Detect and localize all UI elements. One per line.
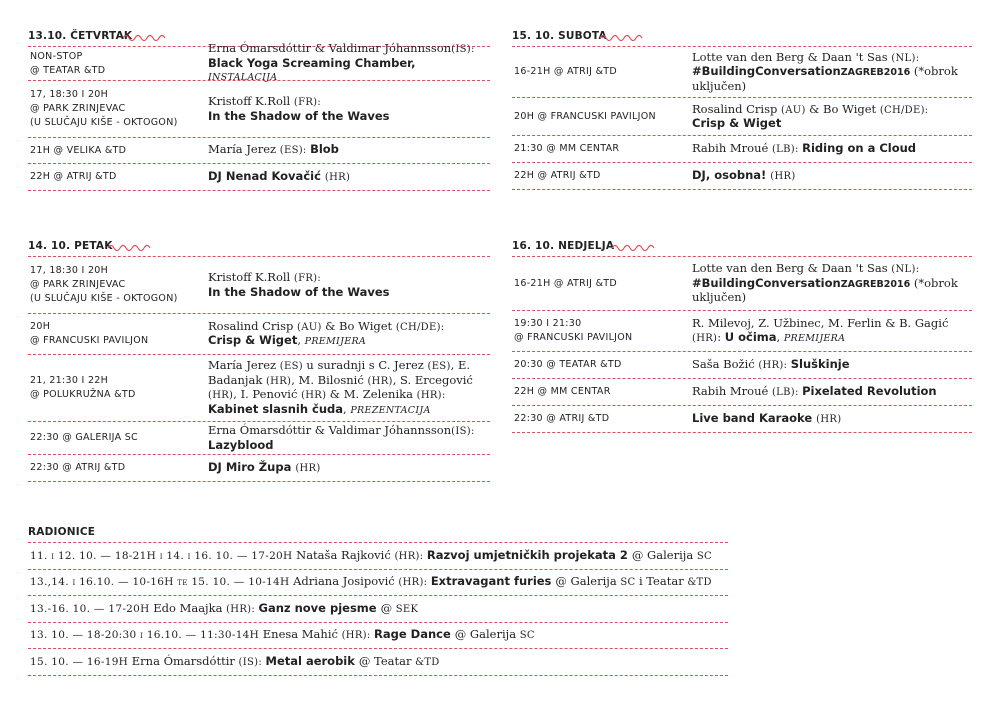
schedule-row <box>512 47 972 98</box>
artist-text: Rabih Mroué <box>692 140 772 155</box>
country-code: &TD <box>415 656 440 668</box>
time-venue-line: @ FRANCUSKI PAVILJON <box>514 332 633 343</box>
artist-text: , E. <box>450 358 471 372</box>
artist-text: María Jerez <box>208 142 280 157</box>
time-venue-line: 17, 18:30 I 20H <box>30 265 109 276</box>
schedule-row <box>512 352 972 379</box>
event-time-venue <box>512 110 692 124</box>
section-friday <box>28 240 490 482</box>
artist-text: Rosalind Crisp <box>692 101 782 116</box>
schedule-table <box>512 256 972 433</box>
artist-text: Nataša Rajković <box>296 547 395 562</box>
time-venue-line: (U SLUČAJU KIŠE - OKTOGON) <box>30 117 178 128</box>
event-time-venue <box>512 358 692 372</box>
country-code: (FR): <box>293 273 322 284</box>
country-code: (HR): <box>394 550 427 562</box>
event-time-venue <box>512 385 692 399</box>
workshops-table <box>28 542 728 676</box>
country-code: (HR): <box>416 390 446 401</box>
schedule-table <box>28 256 490 482</box>
country-code: (HR) <box>301 390 330 401</box>
time-venue-line: (U SLUČAJU KIŠE - OKTOGON) <box>30 293 178 304</box>
work-title: Nenad Kovačić <box>225 168 325 183</box>
section-header <box>28 30 490 46</box>
work-title: ZAGREB2016 <box>840 278 911 290</box>
event-description <box>208 320 490 349</box>
section-title: RADIONICE <box>28 526 96 538</box>
artist-text: u suradnji s C. Jerez <box>306 358 428 372</box>
country-code: (ES) <box>427 361 451 372</box>
country-code: (NL): <box>891 264 920 276</box>
work-title: DJ, osobna! <box>692 167 771 182</box>
work-title: Blob <box>310 142 339 157</box>
section-title: 13.10. ČETVRTAK <box>28 30 133 42</box>
artist-text: i Teatar <box>638 574 688 588</box>
time-venue-line: @ PARK ZRINJEVAC <box>30 103 126 114</box>
event-time-venue <box>512 317 692 345</box>
event-description <box>208 42 490 85</box>
section-header <box>28 526 728 542</box>
schedule-row <box>28 455 490 482</box>
workshop-row <box>28 543 728 570</box>
artist-text: & Bo Wiget <box>809 101 880 116</box>
schedule-row <box>512 136 972 163</box>
section-header <box>512 30 972 46</box>
event-description <box>692 142 972 157</box>
artist-text: , M. Bilosnić <box>291 372 368 387</box>
note-label: PREMIJERA <box>783 332 846 344</box>
schedule-row <box>512 163 972 190</box>
schedule-row <box>28 164 490 191</box>
work-title: Live band Karaoke <box>692 410 817 425</box>
workshop-row <box>28 570 728 597</box>
country-code: (AU) <box>297 321 326 333</box>
artist-text: Adriana Josipović <box>293 574 399 588</box>
wavy-line-icon <box>612 242 656 252</box>
country-code: (HR): <box>758 359 791 371</box>
country-code: (HR): <box>398 577 431 588</box>
time-venue-line: 22H @ ATRIJ &TD <box>514 170 601 181</box>
work-title: Razvoj umjetničkih projekata 2 <box>426 547 632 562</box>
country-code: SC <box>620 577 639 588</box>
schedule-row <box>28 355 490 422</box>
event-description <box>692 358 972 373</box>
time-venue-line: NON-STOP <box>30 50 83 62</box>
work-title: Ganz nove pjesme <box>258 600 381 615</box>
country-code: (LB): <box>771 386 803 398</box>
note-label: INSTALACIJA <box>208 72 278 84</box>
time-venue-line: @ FRANCUSKI PAVILJON <box>30 335 149 346</box>
event-description <box>692 103 972 131</box>
event-time-venue <box>28 320 208 348</box>
artist-text: Edo Maajka <box>153 600 227 615</box>
time-venue-line: @ TEATAR &TD <box>30 64 106 76</box>
country-code: (HR) <box>324 171 351 183</box>
work-title: Kabinet slasnih čuda <box>208 401 344 416</box>
workshop-dates: 13. 10. — 18-20:30 i 16.10. — 11:30-14H <box>30 629 263 641</box>
artist-text: Erna Ómarsdóttir & Valdimar Jóhannsson <box>208 41 452 56</box>
artist-text: uključen) <box>692 290 747 305</box>
schedule-row <box>512 406 972 433</box>
workshop-row <box>28 649 728 676</box>
country-code: (FR): <box>293 97 322 108</box>
work-title: #BuildingConversation <box>692 64 841 79</box>
country-code: &TD <box>687 577 712 588</box>
country-code: (IS): <box>451 426 475 437</box>
time-venue-line: 19:30 I 21:30 <box>514 318 582 329</box>
artist-text: Saša Božić <box>692 356 759 371</box>
time-venue-line: 21:30 @ MM CENTAR <box>514 143 620 154</box>
time-venue-line: 22:30 @ ATRIJ &TD <box>30 462 126 473</box>
event-time-venue <box>28 461 208 475</box>
time-venue-line: 22H @ ATRIJ &TD <box>30 171 117 182</box>
artist-text: Erna Ómarsdóttir <box>131 653 239 668</box>
work-title: In the Shadow of the Waves <box>208 108 390 123</box>
section-header <box>512 240 972 256</box>
workshop-dates: 13.,14. i 16.10. — 10-16H te 15. 10. — 10-14H <box>30 576 294 588</box>
note-label: PREZENTACIJA <box>350 404 431 416</box>
event-time-venue <box>512 412 692 426</box>
time-venue-line: 20:30 @ TEATAR &TD <box>514 359 622 370</box>
time-venue-line: 20H <box>30 321 51 332</box>
country-code: (HR): <box>226 603 259 615</box>
wavy-line-icon <box>123 32 167 42</box>
section-thursday <box>28 30 490 191</box>
artist-text: & M. Zelenika <box>329 387 417 401</box>
country-code: (AU) <box>781 104 810 116</box>
section-title: 15. 10. SUBOTA <box>512 30 607 42</box>
country-code: (IS): <box>451 44 475 56</box>
country-code: (HR) <box>770 170 796 182</box>
country-code: (CH/DE): <box>879 104 929 116</box>
country-code: (CH/DE): <box>395 321 445 333</box>
artist-text: Rosalind Crisp <box>208 318 298 333</box>
work-title: ZAGREB2016 <box>840 67 911 79</box>
work-title: Pixelated Revolution <box>802 383 937 398</box>
event-time-venue <box>28 144 208 158</box>
event-time-venue <box>512 65 692 79</box>
work-title: Riding on a Cloud <box>802 140 917 155</box>
event-description <box>692 169 972 184</box>
section-sunday <box>512 240 972 433</box>
time-venue-line: 21, 21:30 I 22H <box>30 375 109 386</box>
country-code: (HR) <box>208 390 234 401</box>
event-time-venue <box>512 142 692 156</box>
artist-text: & Bo Wiget <box>325 318 396 333</box>
schedule-row <box>28 257 490 314</box>
workshop-dates: 11. i 12. 10. — 18-21H i 14. i 16. 10. — 17-20H <box>30 549 297 562</box>
event-time-venue <box>28 431 208 445</box>
workshop-dates: 15. 10. — 16-19H <box>30 655 132 668</box>
artist-text: Lotte van den Berg & Daan 't Sas <box>692 261 892 276</box>
work-title: In the Shadow of the Waves <box>208 284 390 299</box>
event-description <box>208 424 490 452</box>
country-code: SC <box>696 550 712 562</box>
event-time-venue <box>512 169 692 183</box>
time-venue-line: 20H @ FRANCUSKI PAVILJON <box>514 110 656 122</box>
event-description <box>208 359 490 417</box>
artist-text: @ <box>380 600 396 615</box>
schedule-row <box>512 311 972 352</box>
workshop-text <box>28 575 712 590</box>
artist-text: , <box>776 329 784 344</box>
workshop-row <box>28 596 728 623</box>
event-time-venue <box>28 374 208 402</box>
artist-text: @ Teatar <box>358 653 416 668</box>
country-code: (ES): <box>279 145 311 157</box>
work-title: Extravagant furies <box>430 574 556 588</box>
event-time-venue <box>512 277 692 291</box>
workshop-text <box>28 655 440 670</box>
work-title: Sluškinje <box>790 356 850 371</box>
artist-text: uključen) <box>692 78 747 93</box>
artist-text: (*obrok <box>910 64 958 79</box>
artist-text: , <box>343 401 351 416</box>
work-title: #BuildingConversation <box>692 275 841 290</box>
country-code: (IS): <box>238 656 266 668</box>
artist-text: : <box>717 329 725 344</box>
work-title: Lazyblood <box>208 437 274 452</box>
event-time-venue <box>28 170 208 184</box>
artist-text: María Jerez <box>208 358 280 372</box>
country-code: (HR) <box>265 375 292 387</box>
section-title: 14. 10. PETAK <box>28 240 113 252</box>
section-header <box>28 240 490 256</box>
schedule-row <box>512 379 972 406</box>
work-title: U očima <box>724 329 777 344</box>
event-description <box>208 461 490 476</box>
artist-text: Enesa Mahić <box>262 627 342 641</box>
wavy-line-icon <box>108 242 152 252</box>
note-label: PREMIJERA <box>304 336 367 347</box>
time-venue-line: 22H @ MM CENTAR <box>514 386 611 397</box>
country-code: SC <box>519 630 535 641</box>
event-time-venue <box>28 88 208 130</box>
schedule-row <box>512 257 972 311</box>
artist-text: Kristoff K.Roll <box>208 94 294 108</box>
artist-text: , S. Ercegović <box>392 372 473 387</box>
artist-text: , <box>297 333 305 347</box>
country-code: (HR) <box>295 462 321 474</box>
artist-text: Badanjak <box>208 372 266 387</box>
workshop-dates: 13.-16. 10. — 17-20H <box>30 602 154 615</box>
artist-text: @ Galerija <box>555 574 621 588</box>
workshop-text <box>28 602 418 617</box>
country-code: (NL): <box>891 52 920 64</box>
time-venue-line: @ PARK ZRINJEVAC <box>30 279 126 290</box>
event-description <box>208 271 490 299</box>
country-code: (ES) <box>279 361 307 372</box>
country-code: (HR): <box>341 630 375 641</box>
workshop-text <box>28 628 535 643</box>
section-saturday <box>512 30 972 190</box>
time-venue-line: 22:30 @ ATRIJ &TD <box>514 413 610 424</box>
event-description <box>692 51 972 94</box>
section-title: 16. 10. NEDJELJA <box>512 240 615 252</box>
work-title: Crisp & Wiget <box>208 333 298 347</box>
event-description <box>692 262 972 305</box>
event-description <box>692 317 972 345</box>
work-title: Rage Dance <box>374 627 455 641</box>
schedule-row <box>28 422 490 455</box>
schedule-table <box>512 46 972 190</box>
schedule-row <box>28 314 490 355</box>
schedule-table <box>28 41 490 191</box>
country-code: (HR) <box>692 332 718 344</box>
country-code: (LB): <box>771 143 803 155</box>
schedule-row <box>28 138 490 164</box>
workshop-row <box>28 623 728 650</box>
artist-text: R. Milevoj, Z. Užbinec, M. Ferlin & B. Gagić <box>692 316 949 330</box>
time-venue-line: 16-21H @ ATRIJ &TD <box>514 66 618 77</box>
event-time-venue <box>28 50 208 78</box>
artist-text: (*obrok <box>910 275 958 290</box>
event-description <box>208 170 490 185</box>
work-title: DJ <box>208 459 226 474</box>
country-code: (HR) <box>367 375 393 387</box>
time-venue-line: 21H @ VELIKA &TD <box>30 144 127 156</box>
time-venue-line: 22:30 @ GALERIJA SC <box>30 432 138 443</box>
time-venue-line: 17, 18:30 I 20H <box>30 89 109 100</box>
artist-text: Lotte van den Berg & Daan 't Sas <box>692 49 892 64</box>
artist-text: , I. Penović <box>233 387 302 401</box>
work-title: Miro Župa <box>225 459 296 474</box>
schedule-row <box>512 98 972 136</box>
time-venue-line: @ POLUKRUŽNA &TD <box>30 389 136 400</box>
time-venue-line: 16-21H @ ATRIJ &TD <box>514 277 618 289</box>
country-code: SEK <box>395 603 419 615</box>
event-time-venue <box>28 264 208 306</box>
artist-text: @ Galerija <box>454 627 520 641</box>
event-description <box>692 412 972 427</box>
workshop-text <box>28 549 712 564</box>
artist-text: Kristoff K.Roll <box>208 270 294 284</box>
section-workshops <box>28 526 728 676</box>
event-description <box>208 95 490 123</box>
event-description <box>208 143 490 158</box>
schedule-row <box>28 41 490 84</box>
artist-text: Erna Ómarsdóttir & Valdimar Jóhannsson <box>208 423 452 437</box>
schedule-row <box>28 81 490 138</box>
wavy-line-icon <box>600 32 644 42</box>
work-title: Black Yoga Screaming Chamber, <box>208 55 416 70</box>
work-title: Metal aerobik <box>265 653 359 668</box>
artist-text: @ Galerija <box>631 547 697 562</box>
artist-text: Rabih Mroué <box>692 383 772 398</box>
country-code: (HR) <box>816 413 842 425</box>
work-title: DJ <box>208 168 226 183</box>
work-title: Crisp & Wiget <box>692 116 782 130</box>
event-description <box>692 385 972 400</box>
